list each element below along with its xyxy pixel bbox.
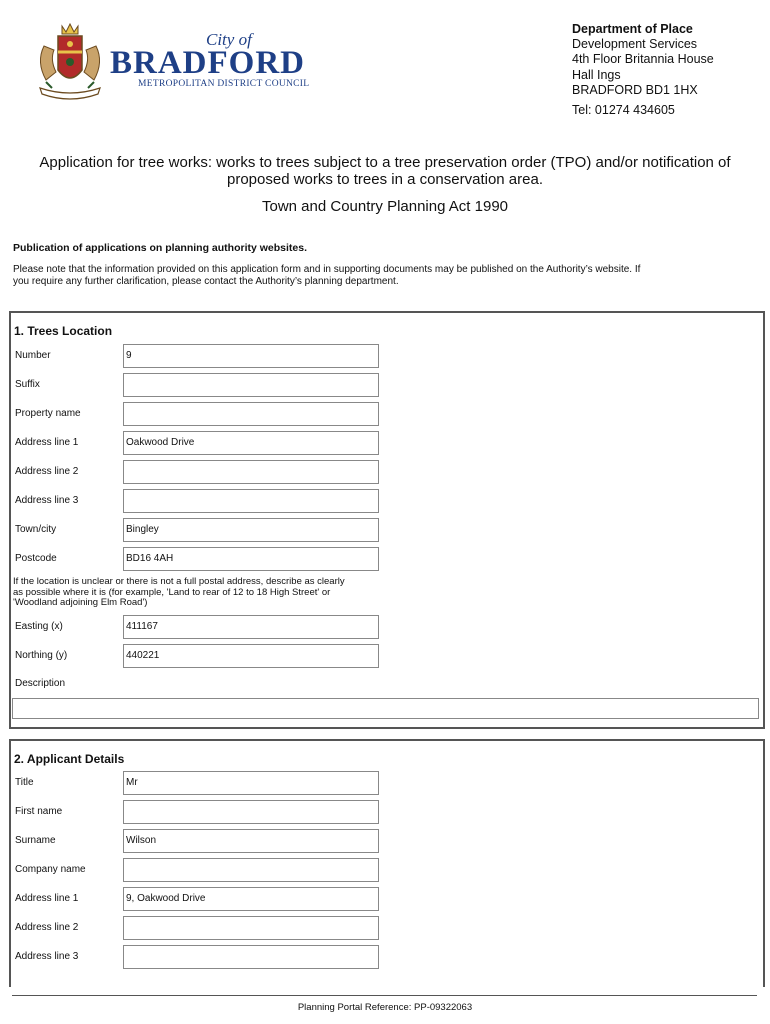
council-logo [30,22,320,104]
field-label: Address line 1 [15,893,79,904]
field-label: Northing (y) [15,650,68,661]
field-label: Property name [15,408,81,419]
section-title: 2. Applicant Details [14,752,125,766]
surname-field[interactable]: Wilson [123,829,379,853]
address-line-2-field[interactable] [123,460,379,484]
address-line-3-field[interactable] [123,489,379,513]
field-label: Address line 2 [15,466,79,477]
address-line-1-field[interactable]: Oakwood Drive [123,431,379,455]
field-label: Town/city [15,524,57,535]
town-city-field[interactable]: Bingley [123,518,379,542]
field-label: Address line 3 [15,495,79,506]
department-line-1: Development Services [572,37,698,52]
property-name-field[interactable] [123,402,379,426]
field-label: Number [15,350,51,361]
field-label: Postcode [15,553,57,564]
field-label: Easting (x) [15,621,63,632]
act-title: Town and Country Planning Act 1990 [262,198,508,215]
postcode-field[interactable]: BD16 4AH [123,547,379,571]
number-field[interactable]: 9 [123,344,379,368]
logo-bradford: BRADFORD [110,45,305,81]
first-name-field[interactable] [123,800,379,824]
coat-of-arms-icon [30,22,110,104]
applicant-address-line-1-field[interactable]: 9, Oakwood Drive [123,887,379,911]
application-title-line-1: Application for tree works: works to trees subject to a tree preservation order (TPO) and/or notification of [39,154,731,171]
footer-divider [12,995,757,996]
field-label: Title [15,777,34,788]
publication-note-line-1: Please note that the information provided on this application form and in supporting documents may be published on the Authority’s website. If [13,264,641,275]
department-line-2: 4th Floor Britannia House [572,52,714,67]
easting-field[interactable]: 411167 [123,615,379,639]
application-title-line-2: proposed works to trees in a conservation area. [226,171,543,188]
department-address [572,22,714,118]
publication-heading: Publication of applications on planning authority websites. [13,242,308,254]
field-label: Suffix [15,379,40,390]
department-tel: Tel: 01274 434605 [572,103,675,118]
title-field[interactable]: Mr [123,771,379,795]
location-help-line-3: 'Woodland adjoining Elm Road') [13,597,148,608]
location-help-line-1: If the location is unclear or there is not a full postal address, describe as clearly [13,576,345,587]
company-name-field[interactable] [123,858,379,882]
field-label: First name [15,806,63,817]
description-label: Description [15,678,66,689]
application-title [20,154,750,188]
location-help-note [13,577,393,609]
field-label: Company name [15,864,86,875]
field-label: Address line 1 [15,437,79,448]
applicant-details-section [9,739,765,987]
department-line-4: BRADFORD BD1 1HX [572,82,698,97]
logo-city-of: City of [206,30,252,49]
publication-note-line-2: you require any further clarification, please contact the Authority’s planning department. [13,275,399,287]
location-help-line-2: as possible where it is (for example, 'Land to rear of 12 to 18 High Street' or [13,586,331,598]
footer-reference: Planning Portal Reference: PP-09322063 [297,1002,473,1013]
field-label: Surname [15,835,56,846]
department-name: Department of Place [572,22,693,36]
northing-field[interactable]: 440221 [123,644,379,668]
section-title: 1. Trees Location [14,324,113,338]
publication-note [13,264,758,287]
suffix-field[interactable] [123,373,379,397]
description-field[interactable] [12,698,759,719]
trees-location-section [9,311,765,729]
applicant-address-line-2-field[interactable] [123,916,379,940]
field-label: Address line 2 [15,922,79,933]
department-line-3: Hall Ings [572,67,621,82]
field-label: Address line 3 [15,951,79,962]
logo-council: METROPOLITAN DISTRICT COUNCIL [138,79,310,89]
applicant-address-line-3-field[interactable] [123,945,379,969]
